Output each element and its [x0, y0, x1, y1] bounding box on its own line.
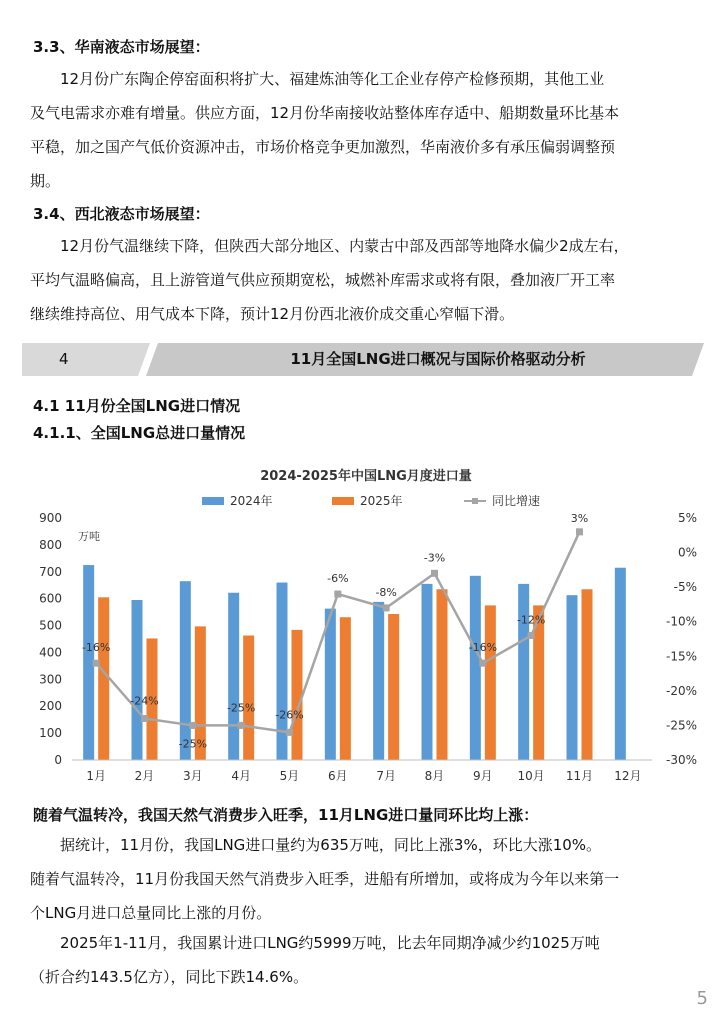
lng-import-chart: [22, 458, 710, 788]
y-tick-label: 200: [39, 699, 62, 714]
chart-svg: [22, 458, 710, 788]
chart-title: 2024-2025年中国LNG月度进口量: [260, 469, 472, 484]
page-number: 5: [696, 988, 708, 1009]
x-tick-label: 7月: [376, 769, 396, 783]
bar-2024: [567, 595, 578, 760]
text-line: 个LNG月进口总量同比上涨的月份。: [30, 904, 272, 922]
text-line: 随着气温转冷，11月份我国天然气消费步入旺季，进船有所增加，或将成为今年以来第一: [30, 870, 620, 888]
section-3-3-paragraph: [30, 62, 706, 198]
y2-tick-label: -10%: [665, 614, 697, 629]
section-number: 4: [59, 350, 69, 368]
yoy-point: [238, 722, 245, 729]
y2-tick-label: 5%: [677, 511, 697, 525]
bar-2024: [422, 584, 433, 760]
bar-2025: [98, 597, 109, 760]
text-line: 平均气温略偏高，且上游管道气供应预期宽松，城燃补库需求或将有限，叠加液厂开工率: [30, 271, 616, 289]
section-3-3-heading: 3.3、华南液态市场展望：: [33, 38, 210, 56]
text-line: 2025年1-11月，我国累计进口LNG约5999万吨，比去年同期净减少约1025万吨: [60, 934, 600, 952]
bar-2024: [132, 600, 143, 760]
x-axis: [72, 760, 652, 783]
legend-swatch: [332, 497, 354, 505]
x-tick-label: 3月: [183, 769, 203, 783]
x-tick-label: 1月: [86, 769, 106, 783]
yoy-data-label: -3%: [423, 551, 446, 565]
x-tick-label: 12月: [614, 769, 642, 783]
bar-2024: [180, 581, 191, 760]
y-tick-label: 500: [39, 618, 62, 633]
y-tick-label: 800: [39, 537, 62, 552]
bar-2025: [340, 617, 351, 760]
bar-2024: [470, 576, 481, 760]
y-tick-label: 900: [39, 511, 62, 525]
y2-tick-label: 0%: [677, 545, 697, 560]
bar-2024: [83, 565, 94, 760]
yoy-data-label: -6%: [327, 572, 349, 586]
y-tick-label: 0: [54, 753, 62, 767]
yoy-point: [286, 729, 293, 736]
bar-2025: [485, 605, 496, 760]
y2-tick-label: -15%: [665, 649, 697, 664]
y2-tick-label: -25%: [665, 718, 697, 733]
x-tick-label: 4月: [231, 769, 251, 783]
yoy-point: [528, 632, 535, 639]
yoy-point: [93, 660, 100, 667]
summary-paragraph-1: [30, 828, 706, 930]
subsection-4-1-1: 4.1.1、全国LNG总进口量情况: [33, 424, 246, 442]
bar-2024: [615, 568, 626, 760]
section-3-4-paragraph: [30, 229, 706, 331]
text-line: 12月份广东陶企停窑面积将扩大、福建炼油等化工企业存停产检修预期，其他工业: [60, 70, 605, 88]
text-line: （折合约143.5亿方），同比下跌14.6%。: [30, 968, 309, 986]
yoy-data-label: -8%: [375, 585, 397, 599]
yoy-data-label: -26%: [275, 708, 304, 722]
legend-label: 同比增速: [492, 494, 541, 508]
bar-2024: [277, 583, 288, 760]
yoy-data-label: -25%: [226, 701, 256, 715]
yoy-data-label: -12%: [516, 613, 546, 627]
yoy-data-label: 3%: [570, 511, 589, 525]
yoy-point: [479, 660, 486, 667]
bar-2025: [292, 630, 303, 760]
bar-2024: [228, 593, 239, 760]
chart-legend: [202, 493, 540, 508]
text-line: 继续维持高位、用气成本下降，预计12月份西北液价成交重心窄幅下滑。: [30, 305, 515, 323]
bar-2024: [373, 602, 384, 760]
x-tick-label: 11月: [565, 769, 594, 783]
bar-series: [83, 565, 626, 760]
y-tick-label: 300: [39, 672, 62, 687]
bar-2024: [518, 584, 529, 760]
yoy-point: [383, 604, 390, 611]
x-tick-label: 9月: [473, 769, 493, 783]
yoy-data-label: -25%: [178, 737, 208, 751]
section-3-4-heading: 3.4、西北液态市场展望：: [33, 205, 210, 223]
legend-label: 2025年: [360, 494, 403, 508]
y-tick-label: 700: [39, 564, 62, 579]
yoy-point: [576, 528, 583, 535]
yoy-line: [96, 532, 579, 733]
y2-tick-label: -5%: [673, 580, 697, 595]
summary-heading: 随着气温转冷，我国天然气消费步入旺季，11月LNG进口量同环比均上涨：: [33, 806, 539, 824]
yoy-data-label: -24%: [130, 694, 159, 708]
y-tick-label: 400: [39, 645, 62, 660]
summary-paragraph-2: [30, 926, 706, 994]
yoy-data-label: -16%: [468, 641, 498, 655]
unit-label: 万吨: [78, 530, 100, 543]
bar-2025: [582, 589, 593, 760]
legend-label: 2024年: [230, 494, 273, 508]
legend-marker: [472, 498, 478, 504]
section-title: 11月全国LNG进口概况与国际价格驱动分析: [290, 350, 586, 368]
yoy-point: [334, 591, 341, 598]
yoy-data-label: -16%: [81, 641, 111, 655]
x-tick-label: 5月: [279, 769, 300, 783]
yoy-point: [189, 722, 196, 729]
yoy-point: [431, 570, 438, 577]
x-tick-label: 2月: [134, 769, 155, 783]
section-4-banner: [22, 343, 704, 376]
text-line: 平稳，加之国产气低价资源冲击，市场价格竞争更加激烈，华南液价多有承压偏弱调整预: [30, 138, 616, 156]
bar-2024: [325, 609, 336, 760]
legend-swatch: [202, 497, 224, 505]
yoy-point: [141, 715, 148, 722]
y2-tick-label: -20%: [665, 683, 697, 698]
y-tick-label: 100: [39, 726, 62, 741]
y-axis-right: [666, 511, 697, 767]
y-tick-label: 600: [39, 591, 62, 606]
text-line: 12月份气温继续下降，但陕西大部分地区、内蒙古中部及西部等地降水偏少2成左右，: [60, 237, 629, 255]
subsection-4-1: 4.1 11月份全国LNG进口情况: [33, 397, 241, 415]
x-tick-label: 6月: [328, 769, 348, 783]
bar-2025: [388, 614, 399, 760]
bar-2025: [437, 589, 448, 760]
x-tick-label: 10月: [517, 769, 545, 783]
x-tick-label: 8月: [424, 769, 445, 783]
y2-tick-label: -30%: [665, 753, 697, 767]
text-line: 期。: [30, 172, 61, 190]
y-axis-left: [39, 511, 62, 767]
bar-2025: [243, 636, 254, 760]
text-line: 据统计，11月份，我国LNG进口量约为635万吨，同比上涨3%，环比大涨10%。: [60, 836, 602, 854]
text-line: 及气电需求亦难有增量。供应方面，12月份华南接收站整体库存适中、船期数量环比基本: [30, 104, 620, 122]
